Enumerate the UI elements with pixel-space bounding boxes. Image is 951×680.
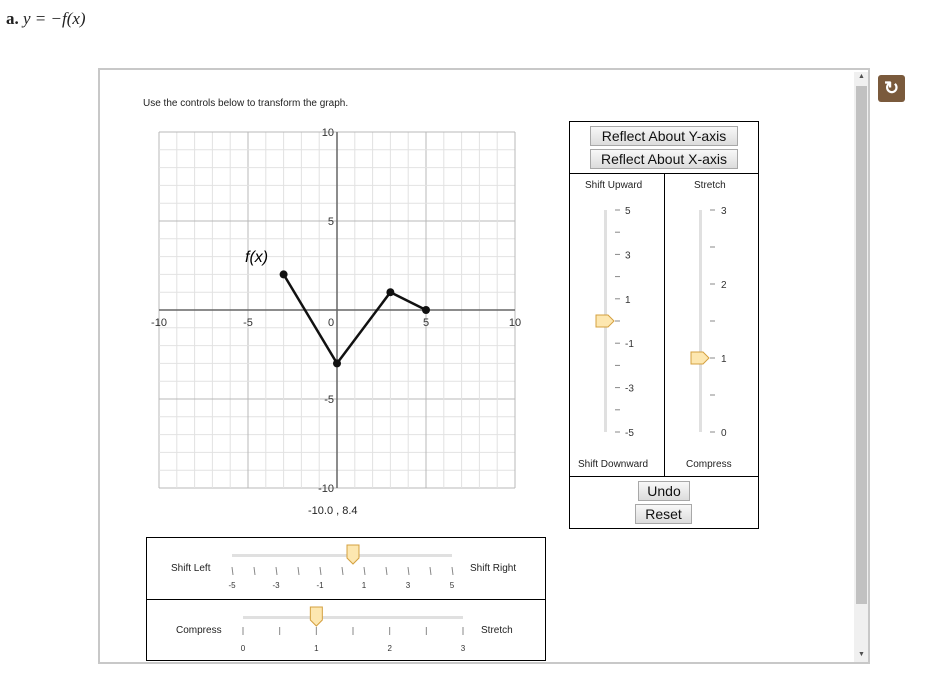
- slider-tick: [342, 567, 343, 575]
- slider-tick-label: 1: [721, 354, 727, 365]
- slider-tick-label: -1: [316, 581, 324, 590]
- slider-tick: [386, 567, 387, 575]
- slider-tick-label: -5: [228, 581, 236, 590]
- shift-upward-label: Shift Upward: [585, 180, 643, 191]
- slider-handle[interactable]: [310, 607, 322, 626]
- slider-tick-label: -3: [625, 383, 634, 395]
- slider-tick: [320, 567, 321, 575]
- slider-tick-label: 5: [625, 206, 631, 217]
- refresh-icon: ↻: [883, 78, 900, 98]
- slider-tick-label: 0: [721, 428, 727, 439]
- slider-track[interactable]: [232, 554, 452, 557]
- graph-area[interactable]: [130, 120, 530, 520]
- slider-tick: [452, 567, 453, 575]
- x-tick-label: -5: [243, 317, 253, 329]
- reflect-y-button[interactable]: Reflect About Y-axis: [590, 126, 738, 146]
- reset-button[interactable]: Reset: [635, 504, 692, 524]
- x-tick-label: 0: [327, 317, 335, 329]
- y-tick-label: 5: [327, 216, 334, 228]
- slider-tick: [276, 567, 277, 575]
- refresh-button[interactable]: [878, 75, 905, 102]
- slider-track[interactable]: [243, 616, 463, 619]
- slider-tick-label: 3: [405, 581, 411, 590]
- slider-handle[interactable]: [691, 352, 709, 364]
- slider-tick-label: 3: [721, 206, 727, 217]
- slider-tick: [430, 567, 431, 575]
- slider-tick: [364, 567, 365, 575]
- divider: [569, 476, 759, 477]
- scroll-down-icon[interactable]: ▼: [858, 651, 865, 658]
- shift-downward-label: Shift Downward: [578, 459, 649, 470]
- compress-h-label: Compress: [176, 625, 222, 636]
- divider: [664, 173, 665, 476]
- slider-tick-label: -1: [625, 339, 634, 351]
- slider-tick: [298, 567, 299, 575]
- x-tick-label: 10: [508, 317, 522, 329]
- y-tick-label: 10: [321, 127, 334, 139]
- function-point[interactable]: [386, 288, 394, 296]
- slider-track[interactable]: [699, 210, 702, 432]
- slider-tick-label: 2: [721, 280, 727, 291]
- slider-tick-label: 5: [449, 581, 455, 590]
- stretch-h-label: Stretch: [481, 625, 513, 636]
- stretch-vertical-slider[interactable]: [680, 195, 750, 450]
- x-tick-label: -10: [151, 317, 167, 329]
- slider-tick-label: 3: [460, 644, 466, 653]
- slider-tick: [254, 567, 255, 575]
- function-point[interactable]: [280, 270, 288, 278]
- slider-handle[interactable]: [347, 545, 359, 564]
- y-tick-label: -5: [324, 394, 334, 406]
- slider-tick-label: -3: [272, 581, 280, 590]
- divider: [146, 599, 546, 600]
- reflect-x-button[interactable]: Reflect About X-axis: [590, 149, 738, 169]
- scrollbar-thumb[interactable]: [856, 86, 867, 604]
- shift-horizontal-slider[interactable]: [220, 542, 465, 594]
- slider-handle[interactable]: [596, 315, 614, 327]
- function-point[interactable]: [333, 359, 341, 367]
- slider-tick-label: 1: [314, 644, 319, 653]
- function-label: f(x): [245, 249, 269, 266]
- stretch-label: Stretch: [694, 180, 726, 191]
- slider-tick-label: 1: [361, 581, 367, 590]
- problem-heading: [6, 9, 86, 29]
- shift-right-label: Shift Right: [470, 563, 517, 574]
- compress-label: Compress: [686, 459, 732, 470]
- slider-tick-label: 1: [625, 294, 631, 306]
- shift-left-label: Shift Left: [171, 563, 211, 574]
- scroll-up-icon[interactable]: ▲: [858, 73, 865, 80]
- function-point[interactable]: [422, 306, 430, 314]
- shift-vertical-slider[interactable]: [585, 195, 655, 450]
- slider-tick: [408, 567, 409, 575]
- x-tick-label: 5: [422, 317, 430, 329]
- slider-tick: [232, 567, 233, 575]
- slider-tick-label: 3: [625, 250, 631, 262]
- problem-label: a.: [6, 9, 19, 28]
- slider-tick-label: 0: [240, 644, 246, 653]
- problem-equation: y = −f(x): [23, 9, 86, 28]
- coordinate-readout: -10.0 , 8.4: [308, 505, 358, 517]
- slider-tick-label: -5: [625, 428, 634, 439]
- stretch-horizontal-slider[interactable]: [232, 604, 472, 656]
- instructions: Use the controls below to transform the graph.: [143, 98, 349, 109]
- y-tick-label: -10: [318, 483, 334, 495]
- slider-tick-label: 2: [387, 644, 392, 653]
- undo-button[interactable]: Undo: [638, 481, 690, 501]
